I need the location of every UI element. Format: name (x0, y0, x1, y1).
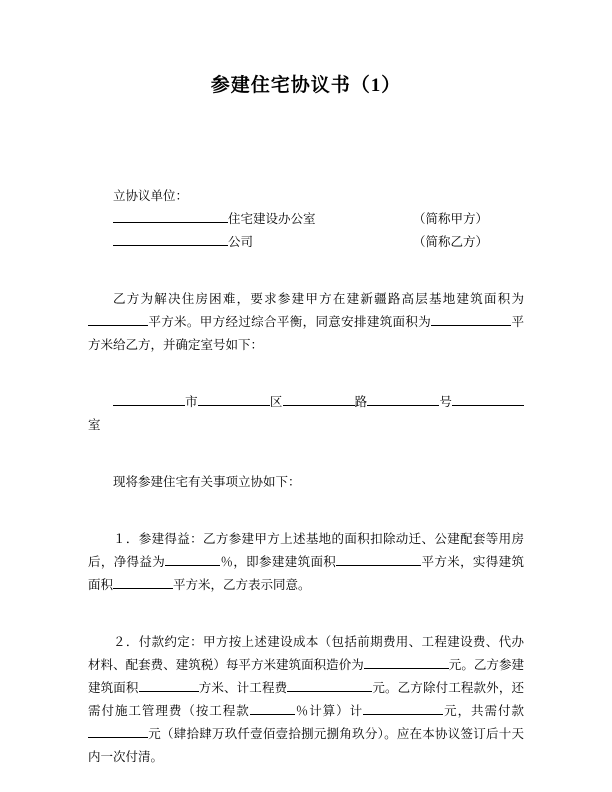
text-segment: 元。乙方参建建筑面积 (88, 658, 524, 695)
blank-room (452, 393, 524, 407)
blank-mgmt-fee (363, 702, 443, 716)
paragraph-item1 (88, 528, 524, 597)
text-segment: 乙方为解决住房困难，要求参建甲方在建新疆路高层基地建筑面积为 (113, 292, 524, 306)
party-a-name: 住宅建设办公室 (228, 212, 316, 226)
party-b-blank (113, 233, 228, 247)
party-b-left (113, 231, 413, 254)
text-segment: 平方米给乙方，并确定室号如下： (88, 315, 524, 352)
text-segment: 平方米，实得建筑面积 (88, 555, 524, 592)
party-b-name: 公司 (228, 235, 254, 249)
text-segment: １．参建得益：乙方参建甲方上述基地的面积扣除动迁、公建配套等用房后，净得益为 (88, 532, 524, 569)
paragraph-intro (88, 288, 524, 357)
blank-total-payment (88, 725, 148, 739)
blank-number (367, 393, 439, 407)
blank-arranged-area (431, 313, 511, 327)
text-segment: 号 (439, 395, 452, 409)
party-row-b (113, 231, 524, 254)
blank-mgmt-percent (250, 702, 295, 716)
blank-district (198, 393, 270, 407)
text-segment: 市 (185, 395, 198, 409)
blank-requested-area (88, 313, 148, 327)
text-segment: 平方米。甲方经过综合平衡，同意安排建筑面积为 (148, 315, 432, 329)
text-segment: 室 (88, 418, 101, 432)
blank-actual-area (113, 576, 173, 590)
text-segment: 方米、计工程费 (198, 681, 288, 695)
party-a-left (113, 208, 413, 231)
text-segment: 元（肆拾肆万玖仟壹佰壹拾捌元捌角玖分）。应在本协议签订后十天内一次付清。 (88, 727, 524, 764)
text-segment: 元，共需付款 (443, 704, 524, 718)
blank-price-per-sqm (364, 656, 449, 670)
parties-section (88, 185, 524, 254)
party-a-alias: （简称甲方） (413, 212, 489, 226)
paragraph-lead (88, 471, 524, 494)
text-segment: 路 (354, 395, 368, 409)
parties-label-text: 立协议单位： (113, 189, 189, 203)
blank-city (113, 393, 185, 407)
blank-construction-fee (287, 679, 372, 693)
paragraph-address (88, 391, 524, 437)
blank-gain-percent (165, 553, 220, 567)
blank-road (283, 393, 355, 407)
text-segment: 元。乙方除付工程款外，还需付施工管理费（按工程款 (88, 681, 524, 718)
document-title: 参建住宅协议书（1） (210, 75, 402, 96)
parties-label (88, 185, 524, 208)
party-b-alias: （简称乙方） (413, 235, 489, 249)
text-segment: 区 (269, 395, 283, 409)
text-segment: 平方米，乙方表示同意。 (173, 578, 311, 592)
text-segment: 现将参建住宅有关事项立协如下： (113, 475, 301, 489)
party-a-blank (113, 210, 228, 224)
party-row-a (113, 208, 524, 231)
blank-build-area (139, 679, 199, 693)
blank-participating-area (336, 553, 421, 567)
paragraph-item2 (88, 631, 524, 769)
text-segment: ２．付款约定：甲方按上述建设成本（包括前期费用、工程建设费、代办材料、配套费、建筑税）每平方米建筑面积造价为 (88, 635, 524, 672)
text-segment: ％，即参建建筑面积 (220, 555, 337, 569)
text-segment: ％计算）计 (294, 704, 364, 718)
